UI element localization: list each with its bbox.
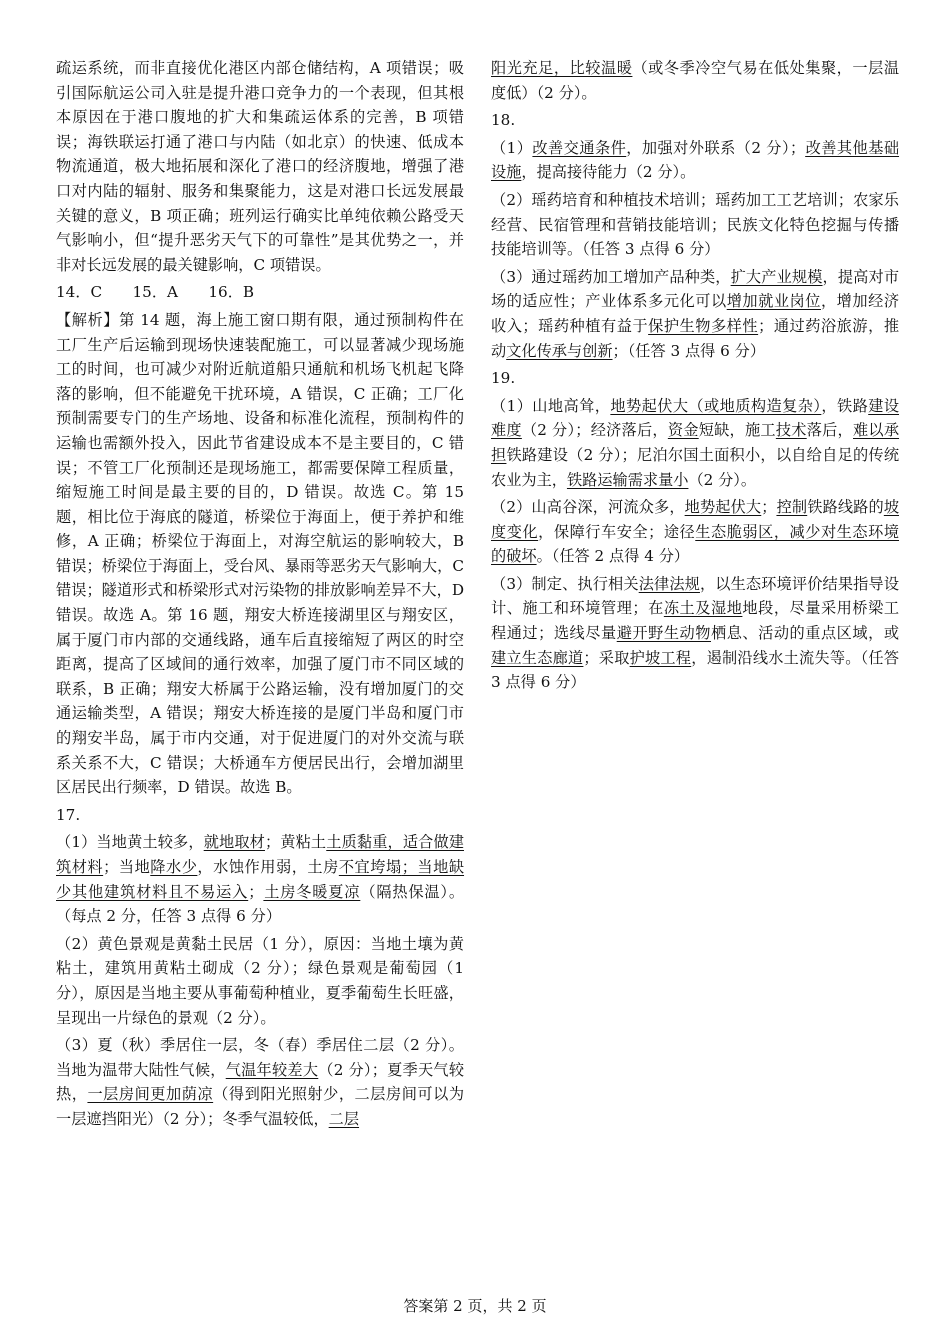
answer-paragraph	[491, 56, 899, 105]
answer-text: ；采取	[583, 648, 630, 667]
answer-text: 17.	[56, 805, 81, 824]
underlined-keypoint: 技术	[775, 421, 807, 440]
answer-paragraph	[491, 366, 899, 391]
answer-text: （3）制定、执行相关	[491, 574, 639, 593]
underlined-keypoint: 法律法规	[638, 574, 700, 593]
underlined-keypoint: 阳光充足，比较温暖	[491, 59, 633, 77]
answer-paragraph	[56, 803, 464, 828]
underlined-keypoint: 气温年较差大	[225, 1060, 319, 1079]
underlined-keypoint: 不宜垮塌	[338, 858, 402, 876]
answer-text: （2 分）；夏季天气较热，	[56, 1060, 465, 1104]
answer-text: ，遏制沿线水土流失等。（任答 3 点得 6 分）	[491, 648, 900, 692]
underlined-keypoint: 保护生物多样性	[648, 316, 759, 335]
answer-text: ；当地	[103, 858, 151, 876]
answer-text: 18.	[491, 111, 516, 130]
answer-paragraph	[56, 1033, 464, 1131]
answer-paragraph	[56, 932, 464, 1030]
underlined-keypoint: 降水少	[150, 858, 198, 876]
underlined-keypoint: 二层	[328, 1109, 360, 1128]
answer-text: ，以生态环境评价结果指导设计、施工和环境管理；在	[491, 574, 899, 618]
answer-text: 【解析】第 14 题，海上施工窗口期有限，通过预制构件在工厂生产后运输到现场快速装配施工，可以显著减少现场施工的时间，也可减少对附近航道船只通航和机场飞机起飞降落的影响，但不能避免干扰环境，A 错误，C 正确；工厂化预制需要专门的生产场地、设备和标准化流程，预制构件的运输也需额外投入，因此节省建设成本不是主要目的，C 错误；不管工厂化预制还是现场施工，都需要保障工程质量，缩短施工时间是最主要的目的，D 错误。故选 C。第 15 题，相比位于海底的隧道，桥梁位于海面上，便于养护和维修，A 正确；桥梁位于海面上，对海空航运的影响较大，B 错误；桥梁位于海面上，受台风、暴雨等恶劣天气影响大，C 错误；隧道形式和桥梁形式对污染物的排放影响差异不大，D 错误。故选 A。第 16 题，翔安大桥连接湖里区与翔安区，属于厦门市内部的交通线路，通车后直接缩短了两区的时空距离，提高了区域间的通行效率，加强了厦门市不同区域的联系，B 正确；翔安大桥属于公路运输，没有增加厦门的交通运输类型，A 错误；翔安大桥连接的是厦门半岛和厦门市的翔安半岛，属于市内交通，对于促进厦门的对外交流与联系关系不大，C 错误；大桥通车方便居民出行，会增加湖里区居民出行频率，D 错误。故选 B。	[56, 310, 464, 797]
underlined-keypoint: 坡度变化	[491, 498, 900, 541]
answer-text: 短缺，施工	[698, 421, 776, 440]
page-footer: 答案第 2 页，共 2 页	[403, 1297, 547, 1315]
underlined-keypoint: 地势起伏大（或地质构造复杂）	[610, 396, 822, 415]
answer-text: 19.	[491, 369, 516, 388]
answer-text: （1）山地高耸，	[491, 396, 611, 415]
underlined-keypoint: 文化传承与创新	[506, 341, 613, 360]
answer-paragraph	[491, 188, 899, 262]
underlined-keypoint: 地势起伏大	[684, 498, 762, 517]
underlined-keypoint: 控制	[776, 498, 808, 517]
underlined-keypoint: 增加就业岗位	[726, 292, 821, 311]
underlined-keypoint: 建立生态廊道	[491, 648, 584, 667]
answer-paragraph	[491, 394, 899, 492]
answer-text: 。（任答 2 点得 4 分）	[536, 547, 690, 566]
answer-text: ，增加经济收入；瑶药种植有益于	[491, 292, 900, 335]
answer-text: 落后，	[806, 421, 853, 440]
underlined-keypoint: 铁路运输需求量小	[566, 470, 689, 489]
underlined-keypoint: 扩大产业规模	[730, 267, 823, 286]
answer-text: （隔热保温）。（每点 2 分，任答 3 点得 6 分）	[56, 882, 465, 926]
underlined-keypoint: 建设难度	[491, 396, 900, 440]
answer-text: （2）山高谷深，河流众多，	[491, 498, 685, 517]
answer-text: （2 分）。	[688, 470, 757, 489]
answer-text: ；通过药浴旅游，推动	[491, 316, 900, 360]
left-column	[56, 56, 464, 1132]
answer-text: ，铁路	[821, 396, 869, 415]
answer-text: （3）夏（秋）季居住一层，冬（春）季居住二层（2 分）。当地为温带大陆性气候，	[56, 1036, 464, 1079]
underlined-keypoint: 就地取材	[203, 833, 265, 852]
answer-text: 14．C 15．A 16．B	[56, 283, 255, 302]
answer-paragraph	[56, 280, 464, 305]
answer-text: ，提高对市场的适应性；产业体系多元化可以	[491, 267, 899, 311]
underlined-keypoint: 一层房间更加荫凉	[87, 1085, 214, 1104]
answer-text: （或冬季冷空气易在低处集聚，一层温度低）（2 分）。	[491, 59, 900, 102]
answer-text: ；	[248, 882, 264, 901]
answer-text: 栖息、活动的重点区域，或	[710, 624, 900, 643]
answer-text: ；	[761, 498, 777, 517]
answer-text: 地段，尽量采用桥梁工程通过；选线尽量	[491, 599, 900, 643]
answer-paragraph	[491, 572, 899, 695]
underlined-keypoint: 改善其他基础设施	[491, 138, 900, 182]
underlined-keypoint: ；当地缺少其他建筑材料且不易运入	[56, 858, 465, 901]
underlined-keypoint: 冻土及湿地	[663, 599, 743, 618]
answer-text: （1）当地黄土较多，	[56, 833, 204, 852]
underlined-keypoint: 难以承担	[491, 421, 900, 464]
answer-paragraph	[56, 56, 464, 277]
answer-paragraph	[491, 136, 899, 185]
answer-paragraph	[491, 495, 899, 569]
underlined-keypoint: 改善交通条件	[532, 138, 627, 157]
underlined-keypoint: 生态脆弱区，减少对生态环境的破坏	[491, 522, 900, 566]
answer-text: 铁路线路的	[807, 498, 884, 517]
answer-paragraph	[56, 308, 464, 800]
answer-text: （2 分）；经济落后，	[521, 421, 668, 440]
answer-text: 疏运系统，而非直接优化港区内部仓储结构，A 项错误；吸引国际航运公司入驻是提升港口竞争力的一个表现，但其根本原因在于港口腹地的扩大和集疏运体系的完善，B 项错误；海铁联运打通了港口与内陆（如北京）的快速、低成本物流通道，极大地拓展和深化了港口的经济腹地，增强了港口对内陆的辐射、服务和集聚能力，这是对港口长远发展最关键的意义，B 项正确；班列运行确实比单纯依赖公路受天气影响小，但“提升恶劣天气下的可靠性”是其优势之一，并非对长远发展的最关键影响，C 项错误。	[56, 59, 464, 274]
answer-paragraph	[56, 830, 464, 928]
underlined-keypoint: 护坡工程	[629, 648, 692, 667]
answer-paragraph	[491, 265, 899, 363]
answer-text: ，加强对外联系（2 分）；	[626, 138, 806, 157]
answer-text: ，提高接待能力（2 分）。	[521, 163, 696, 182]
right-column	[491, 56, 899, 695]
answer-text: （得到阳光照射少，二层房间可以为一层遮挡阳光）（2 分）；冬季气温较低，	[56, 1085, 465, 1128]
underlined-keypoint: 资金	[667, 421, 699, 440]
underlined-keypoint: 避开野生动物	[616, 624, 711, 643]
answer-text: ，水蚀作用弱，土房	[197, 858, 339, 876]
underlined-keypoint: 土质黏重，适合做建筑材料	[56, 833, 464, 876]
answer-text: （1）	[491, 138, 533, 157]
answer-text: （2）黄色景观是黄黏土民居（1 分），原因：当地土壤为黄粘土，建筑用黄粘土砌成（2 分）；绿色景观是葡萄园（1 分），原因是当地主要从事葡萄种植业，夏季葡萄生长旺盛，呈现出一片绿色的景观（2 分）。	[56, 934, 464, 1027]
answer-text: ；（任答 3 点得 6 分）	[612, 341, 766, 360]
answer-text: （2）瑶药培育和种植技术培训；瑶药加工工艺培训；农家乐经营、民宿管理和营销技能培训；民族文化特色挖掘与传播技能培训等。（任答 3 点得 6 分）	[491, 190, 899, 259]
answer-text: ，保障行车安全；途径	[538, 522, 696, 541]
underlined-keypoint: 土房冬暖夏凉	[263, 882, 361, 901]
answer-paragraph	[491, 108, 899, 133]
answer-text: ；黄粘土	[264, 833, 327, 852]
answer-text: （3）通过瑶药加工增加产品种类，	[491, 267, 731, 286]
answer-text: 铁路建设（2 分）；尼泊尔国土面积小，以自给自足的传统农业为主，	[491, 445, 900, 489]
